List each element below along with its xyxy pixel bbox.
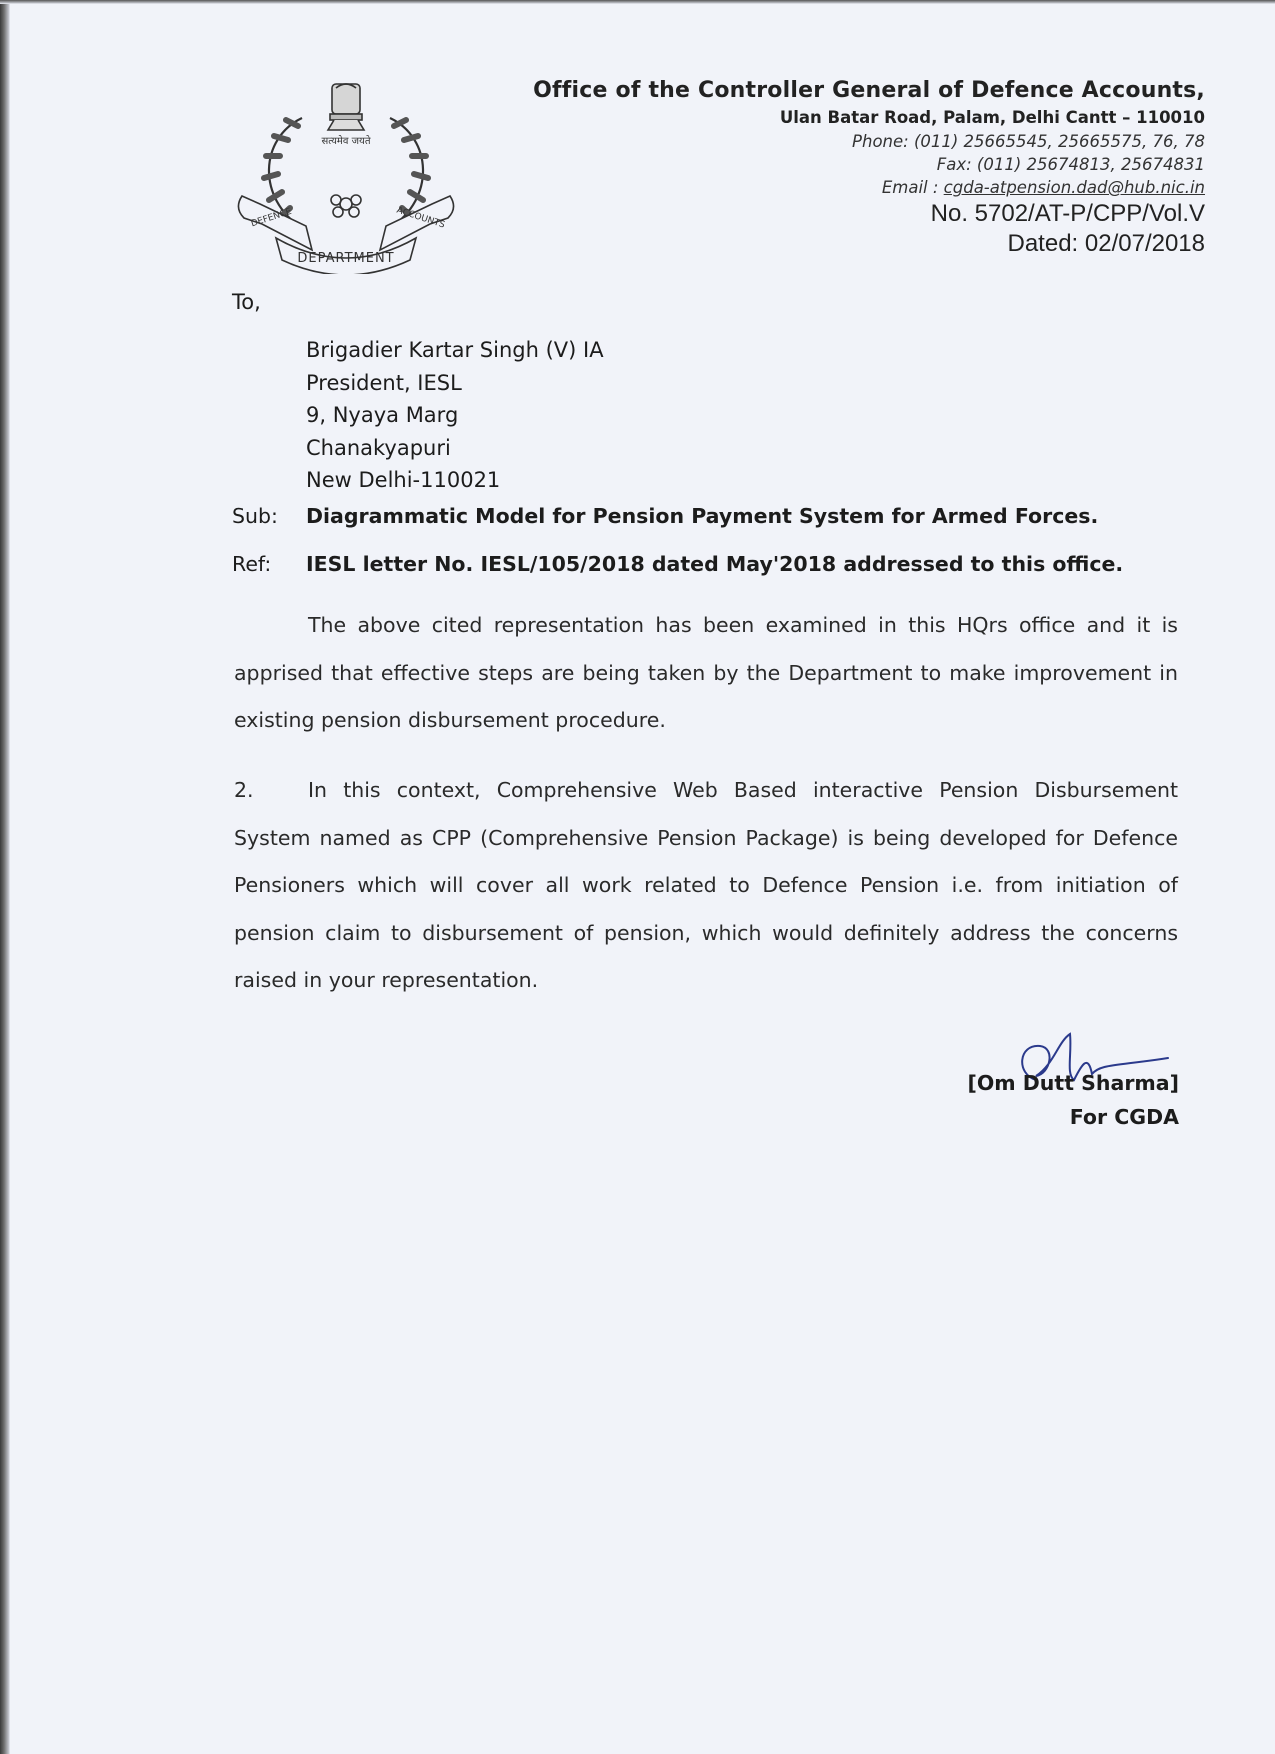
paragraph-1: The above cited representation has been examined in this HQrs office and it is apprised that effective steps are being taken by the Department to make improvement in existing pension disbursement procedure.: [234, 613, 1178, 732]
recipient-line: 9, Nyaya Marg: [306, 403, 459, 427]
signature-block: [967, 1066, 1179, 1134]
signatory-designation: For CGDA: [1069, 1105, 1179, 1129]
paragraph-2: [234, 767, 1178, 1005]
recipient-line: Brigadier Kartar Singh (V) IA: [306, 338, 604, 362]
to-label: To,: [232, 290, 261, 314]
emblem-banner-left: DEFENCE: [249, 206, 293, 230]
signatory-name: [Om Dutt Sharma]: [967, 1071, 1179, 1095]
emblem-motto: सत्यमेव जयते: [321, 136, 371, 147]
emblem-banner-right: ACCOUNTS: [395, 205, 447, 231]
letterhead: [533, 76, 1205, 259]
recipient-address: [306, 334, 604, 497]
subject-label: Sub:: [232, 504, 278, 528]
office-address: Ulan Batar Road, Palam, Delhi Cantt – 110010: [779, 108, 1205, 127]
office-fax: Fax: (011) 25674813, 25674831: [936, 155, 1205, 174]
defence-accounts-department-emblem-icon: [232, 78, 460, 274]
subject-text: Diagrammatic Model for Pension Payment System for Armed Forces.: [306, 504, 1099, 528]
office-phone: Phone: (011) 25665545, 25665575, 76, 78: [852, 132, 1205, 151]
recipient-line: New Delhi-110021: [306, 468, 501, 492]
reference-label: Ref:: [232, 552, 272, 576]
emblem-banner-center: DEPARTMENT: [297, 251, 395, 266]
scan-edge-top: [0, 0, 1275, 4]
recipient-line: Chanakyapuri: [306, 435, 451, 460]
reference-text: IESL letter No. IESL/105/2018 dated May'2018 addressed to this office.: [306, 552, 1124, 576]
email-link[interactable]: cgda-atpension.dad@hub.nic.in: [943, 178, 1205, 197]
letter-number: No. 5702/AT-P/CPP/Vol.V: [930, 200, 1205, 227]
office-email: [533, 176, 1205, 199]
recipient-line: President, IESL: [306, 370, 462, 395]
office-name: Office of the Controller General of Defence Accounts,: [533, 78, 1205, 103]
scan-edge-left: [0, 0, 10, 1754]
paragraph-2-text: In this context, Comprehensive Web Based interactive Pension Disbursement System named as CPP (Comprehensive Pension Package) is being developed for Defence Pensioners which will cover all work related to Defence Pension i.e. from initiation of pension claim to disbursement of pension, which would definitely address the concerns raised in your representation.: [234, 778, 1178, 992]
letter-date: Dated: 02/07/2018: [1007, 230, 1205, 257]
email-label: Email :: [881, 178, 944, 197]
paragraph-number: 2.: [234, 778, 254, 802]
